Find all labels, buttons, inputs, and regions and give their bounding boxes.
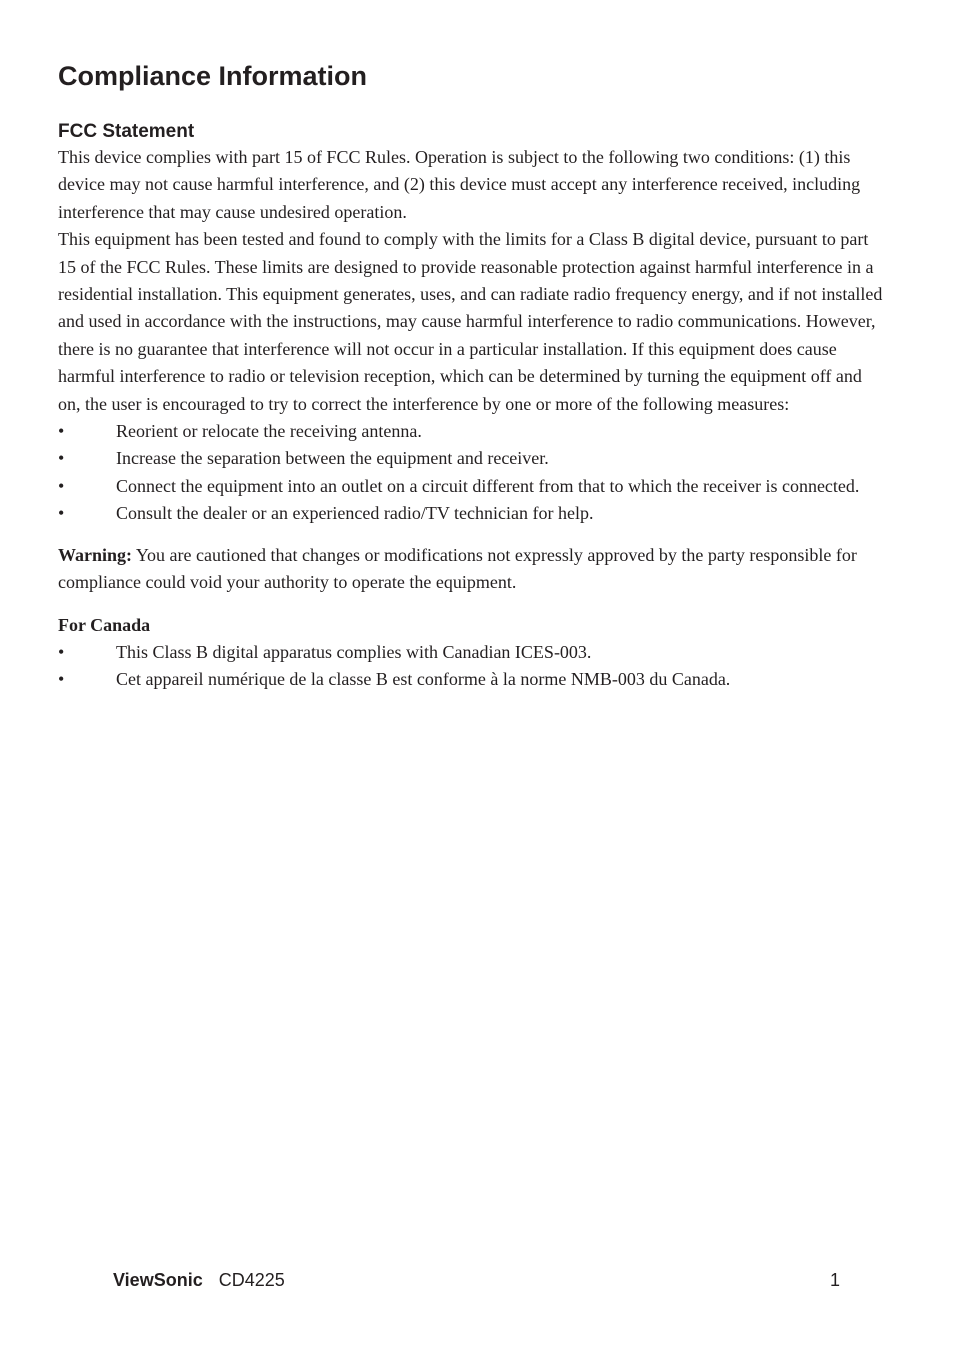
page-title: Compliance Information [58,61,368,91]
fcc-measures-list [58,418,888,528]
list-item-text: Reorient or relocate the receiving antenna. [116,421,422,442]
list-item-text: Consult the dealer or an experienced radio/TV technician for help. [116,503,594,524]
list-item [58,473,888,500]
list-item-text: Cet appareil numérique de la classe B est conforme à la norme NMB-003 du Canada. [116,669,731,690]
fcc-heading: FCC Statement [58,121,195,142]
fcc-paragraph-1: This device complies with part 15 of FCC Rules. Operation is subject to the following two conditions: (1) this device may not cause harmful interference, and (2) this device must accept any interference received, including interference that may cause undesired operation. [58,147,861,222]
bullet-icon: • [58,448,65,469]
canada-list [58,639,888,694]
canada-body [58,639,888,694]
bullet-icon: • [58,475,65,496]
list-item [58,666,888,693]
footer-model: CD4225 [218,1270,285,1290]
bullet-icon: • [58,503,65,524]
list-item [58,445,888,472]
warning-label: Warning: [58,544,133,565]
list-item-text: Connect the equipment into an outlet on a circuit different from that to which the receiver is connected. [116,475,860,496]
list-item [58,639,888,666]
canada-heading: For Canada [58,614,151,635]
fcc-body [58,144,888,597]
bullet-icon: • [58,421,65,442]
fcc-paragraph-2: This equipment has been tested and found to comply with the limits for a Class B digital device, pursuant to part 15 of the FCC Rules. These limits are designed to provide reasonable protection against harmful interference in a residential installation. This equipment generates, uses, and can radiate radio frequency energy, and if not installed and used in accordance with the instructions, may cause harmful interference to radio communications. However, there is no guarantee that interference will not occur in a particular installation. If this equipment does cause harmful interference to radio or television reception, which can be determined by turning the equipment off and on, the user is encouraged to try to correct the interference by one or more of the following measures: [58,229,883,414]
bullet-icon: • [58,669,65,690]
list-item [58,500,888,527]
document-page [58,58,888,694]
list-item-text: Increase the separation between the equipment and receiver. [116,448,549,469]
footer-brand: ViewSonic [113,1270,203,1290]
list-item-text: This Class B digital apparatus complies with Canadian ICES-003. [116,641,592,662]
warning-text: You are cautioned that changes or modifications not expressly approved by the party responsible for compliance could void your authority to operate the equipment. [58,544,857,593]
warning-paragraph [58,542,888,597]
page-footer [113,1270,840,1294]
bullet-icon: • [58,641,65,662]
page-number: 1 [829,1270,840,1290]
list-item [58,418,888,445]
